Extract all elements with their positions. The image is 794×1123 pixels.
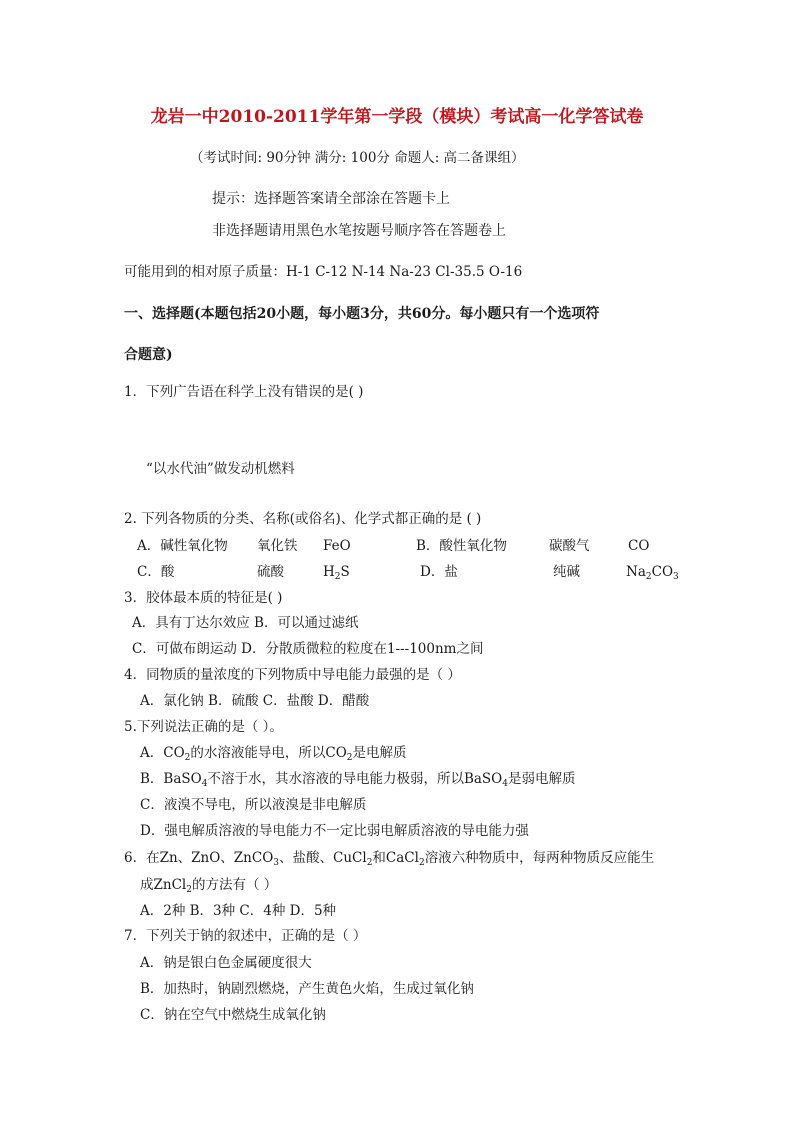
q1-stem: 1．下列广告语在科学上没有错误的是( ) — [124, 384, 364, 400]
q6-stem-cont: 成ZnCl$_2$的方法有（ ） — [140, 877, 278, 895]
q5-stem: 5.下列说法正确的是（ ）。 — [124, 719, 283, 735]
q2-b-name: 碳酸气 — [549, 538, 590, 554]
q2-b-formula: CO — [628, 538, 650, 554]
q6-options: A．2种 B．3种 C．4种 D．5种 — [140, 903, 337, 919]
q2-a-name: 氧化铁 — [257, 538, 298, 554]
q6-stem: 6．在Zn、ZnO、ZnCO$_3$、盐酸、CuCl$_2$和CaCl$_2$溶液六种物质中，每两种物质反应能生 — [124, 850, 655, 868]
q2-d-name: 纯碱 — [553, 564, 580, 580]
q7-option-b: B．加热时，钠剧烈燃烧，产生黄色火焰，生成过氧化钠 — [140, 981, 474, 997]
q5-option-d: D．强电解质溶液的导电能力不一定比弱电解质溶液的导电能力强 — [140, 823, 529, 839]
q7-option-c: C．钠在空气中燃烧生成氧化钠 — [140, 1007, 326, 1023]
q7-option-a: A．钠是银白色金属硬度很大 — [140, 955, 312, 971]
q3-options-ab: A．具有丁达尔效应 B．可以通过滤纸 — [132, 615, 359, 631]
section1-heading: 一、选择题(本题包括20小题，每小题3分，共60分。每小题只有一个选项符 — [124, 306, 600, 322]
q5-option-c: C．液溴不导电，所以液溴是非电解质 — [140, 797, 367, 813]
hint-multiple-choice: 提示：选择题答案请全部涂在答题卡上 — [212, 191, 450, 207]
q7-stem: 7．下列关于钠的叙述中，正确的是（ ） — [124, 928, 367, 944]
q5-option-a: A．$CO_2$的水溶液能导电，所以$CO_2$是电解质 — [140, 745, 407, 763]
page-title: 龙岩一中2010-2011学年第一学段（模块）考试高一化学答试卷 — [150, 107, 644, 127]
q1-option: “以水代油”做发动机燃料 — [146, 461, 295, 477]
section1-heading-cont: 合题意) — [124, 347, 173, 363]
q2-a-formula: FeO — [323, 538, 351, 554]
q2-d-formula: $Na_2CO_3$ — [626, 564, 679, 582]
q3-stem: 3．胶体最本质的特征是( ) — [124, 590, 283, 606]
q2-c-name: 硫酸 — [257, 564, 284, 580]
hint-non-choice: 非选择题请用黑色水笔按题号顺序答在答题卷上 — [212, 223, 506, 239]
q2-b-label: B．酸性氧化物 — [416, 538, 507, 554]
q4-stem: 4．同物质的量浓度的下列物质中导电能力最强的是（ ） — [124, 667, 461, 683]
exam-info: （考试时间: 90分钟 满分: 100分 命题人: 高二备课组） — [190, 150, 525, 166]
q4-options: A．氯化钠 B．硫酸 C．盐酸 D．醋酸 — [140, 693, 370, 709]
q2-stem: 2. 下列各物质的分类、名称(或俗名)、化学式都正确的是 ( ) — [124, 511, 482, 527]
q2-c-label: C．酸 — [137, 564, 175, 580]
q3-options-cd: C．可做布朗运动 D．分散质微粒的粒度在1---100nm之间 — [132, 641, 484, 657]
q2-d-label: D．盐 — [420, 564, 458, 580]
q5-option-b: B．BaSO$_4$不溶于水，其水溶液的导电能力极弱，所以BaSO$_4$是弱电解质 — [140, 771, 576, 789]
q2-c-formula: $H_2S$ — [323, 564, 350, 582]
atomic-masses: 可能用到的相对原子质量：H-1 C-12 N-14 Na-23 Cl-35.5 O-16 — [124, 264, 523, 280]
q2-a-label: A．碱性氧化物 — [137, 538, 228, 554]
